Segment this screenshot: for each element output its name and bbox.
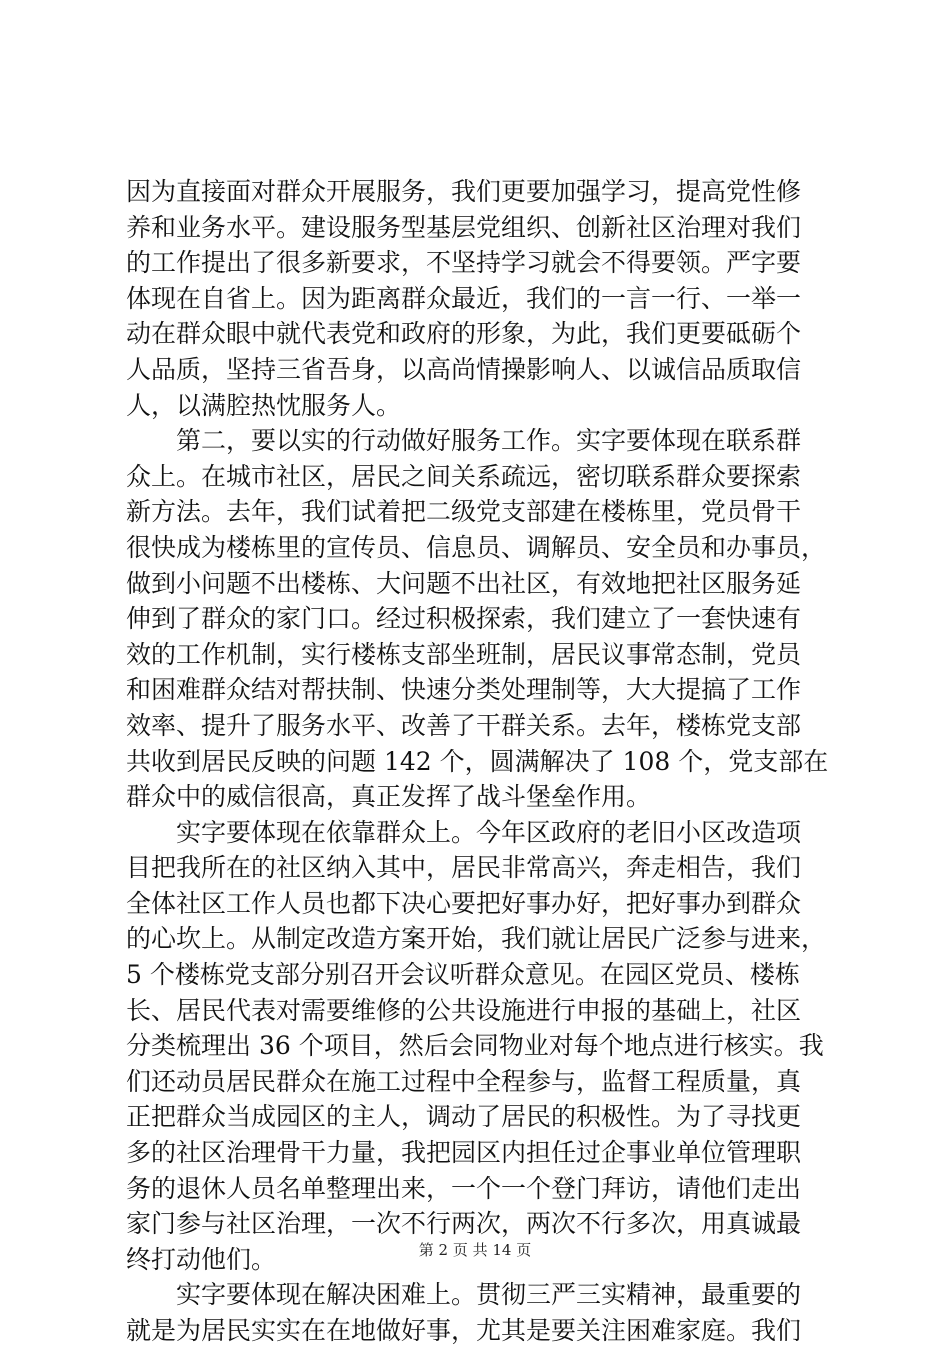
text-line: 和困难群众结对帮扶制、快速分类处理制等，大大提搞了工作 [126, 675, 802, 705]
text-line: 众上。在城市社区，居民之间关系疏远，密切联系群众要探索 [126, 461, 802, 491]
text-line: 实字要体现在解决困难上。贯彻三严三实精神，最重要的 [126, 1280, 802, 1310]
text-line: 目把我所在的社区纳入其中，居民非常高兴，奔走相告，我们 [126, 853, 802, 883]
text-line: 全体社区工作人员也都下决心要把好事办好，把好事办到群众 [126, 888, 802, 918]
text-line: 就是为居民实实在在地做好事，尤其是要关注困难家庭。我们 [126, 1316, 802, 1345]
text-line: 的心坎上。从制定改造方案开始，我们就让居民广泛参与进来， [126, 924, 827, 954]
text-line: 分类梳理出 36 个项目，然后会同物业对每个地点进行核实。我 [126, 1031, 824, 1061]
text-line: 动在群众眼中就代表党和政府的形象，为此，我们更要砥砺个 [126, 319, 802, 349]
text-line: 务的退休人员名单整理出来，一个一个登门拜访，请他们走出 [126, 1173, 802, 1203]
text-line: 养和业务水平。建设服务型基层党组织、创新社区治理对我们 [126, 212, 802, 242]
text-line: 体现在自省上。因为距离群众最近，我们的一言一行、一举一 [126, 283, 802, 313]
text-line: 正把群众当成园区的主人，调动了居民的积极性。为了寻找更 [126, 1102, 802, 1132]
text-line: 人品质，坚持三省吾身，以高尚情操影响人、以诚信品质取信 [126, 354, 802, 384]
text-line: 新方法。去年，我们试着把二级党支部建在楼栋里，党员骨干 [126, 497, 802, 527]
text-line: 多的社区治理骨干力量，我把园区内担任过企事业单位管理职 [126, 1138, 802, 1168]
text-line: 效率、提升了服务水平、改善了干群关系。去年，楼栋党支部 [126, 710, 802, 740]
text-line: 共收到居民反映的问题 142 个，圆满解决了 108 个，党支部在 [126, 746, 829, 776]
text-line: 实字要体现在依靠群众上。今年区政府的老旧小区改造项 [126, 817, 802, 847]
text-line: 5 个楼栋党支部分别召开会议听群众意见。在园区党员、楼栋 [126, 960, 800, 990]
text-line: 的工作提出了很多新要求，不坚持学习就会不得要领。严字要 [126, 248, 802, 278]
text-line: 第二，要以实的行动做好服务工作。实字要体现在联系群 [126, 426, 802, 456]
text-line: 人，以满腔热忱服务人。 [126, 390, 402, 420]
text-line: 家门参与社区治理，一次不行两次，两次不行多次，用真诚最 [126, 1209, 802, 1239]
text-line: 效的工作机制，实行楼栋支部坐班制，居民议事常态制，党员 [126, 639, 802, 669]
text-line: 们还动员居民群众在施工过程中全程参与，监督工程质量，真 [126, 1066, 802, 1096]
text-line: 做到小问题不出楼栋、大问题不出社区，有效地把社区服务延 [126, 568, 802, 598]
text-line: 群众中的威信很高，真正发挥了战斗堡垒作用。 [126, 782, 652, 812]
text-line: 长、居民代表对需要维修的公共设施进行申报的基础上，社区 [126, 995, 802, 1025]
text-line: 伸到了群众的家门口。经过积极探索，我们建立了一套快速有 [126, 604, 802, 634]
text-line: 终打动他们。 [126, 1244, 277, 1274]
text-line: 很快成为楼栋里的宣传员、信息员、调解员、安全员和办事员， [126, 532, 827, 562]
body-text [126, 174, 834, 1349]
text-line: 因为直接面对群众开展服务，我们更要加强学习，提高党性修 [126, 177, 802, 206]
page-number-footer: 第 2 页 共 14 页 [418, 1241, 532, 1259]
